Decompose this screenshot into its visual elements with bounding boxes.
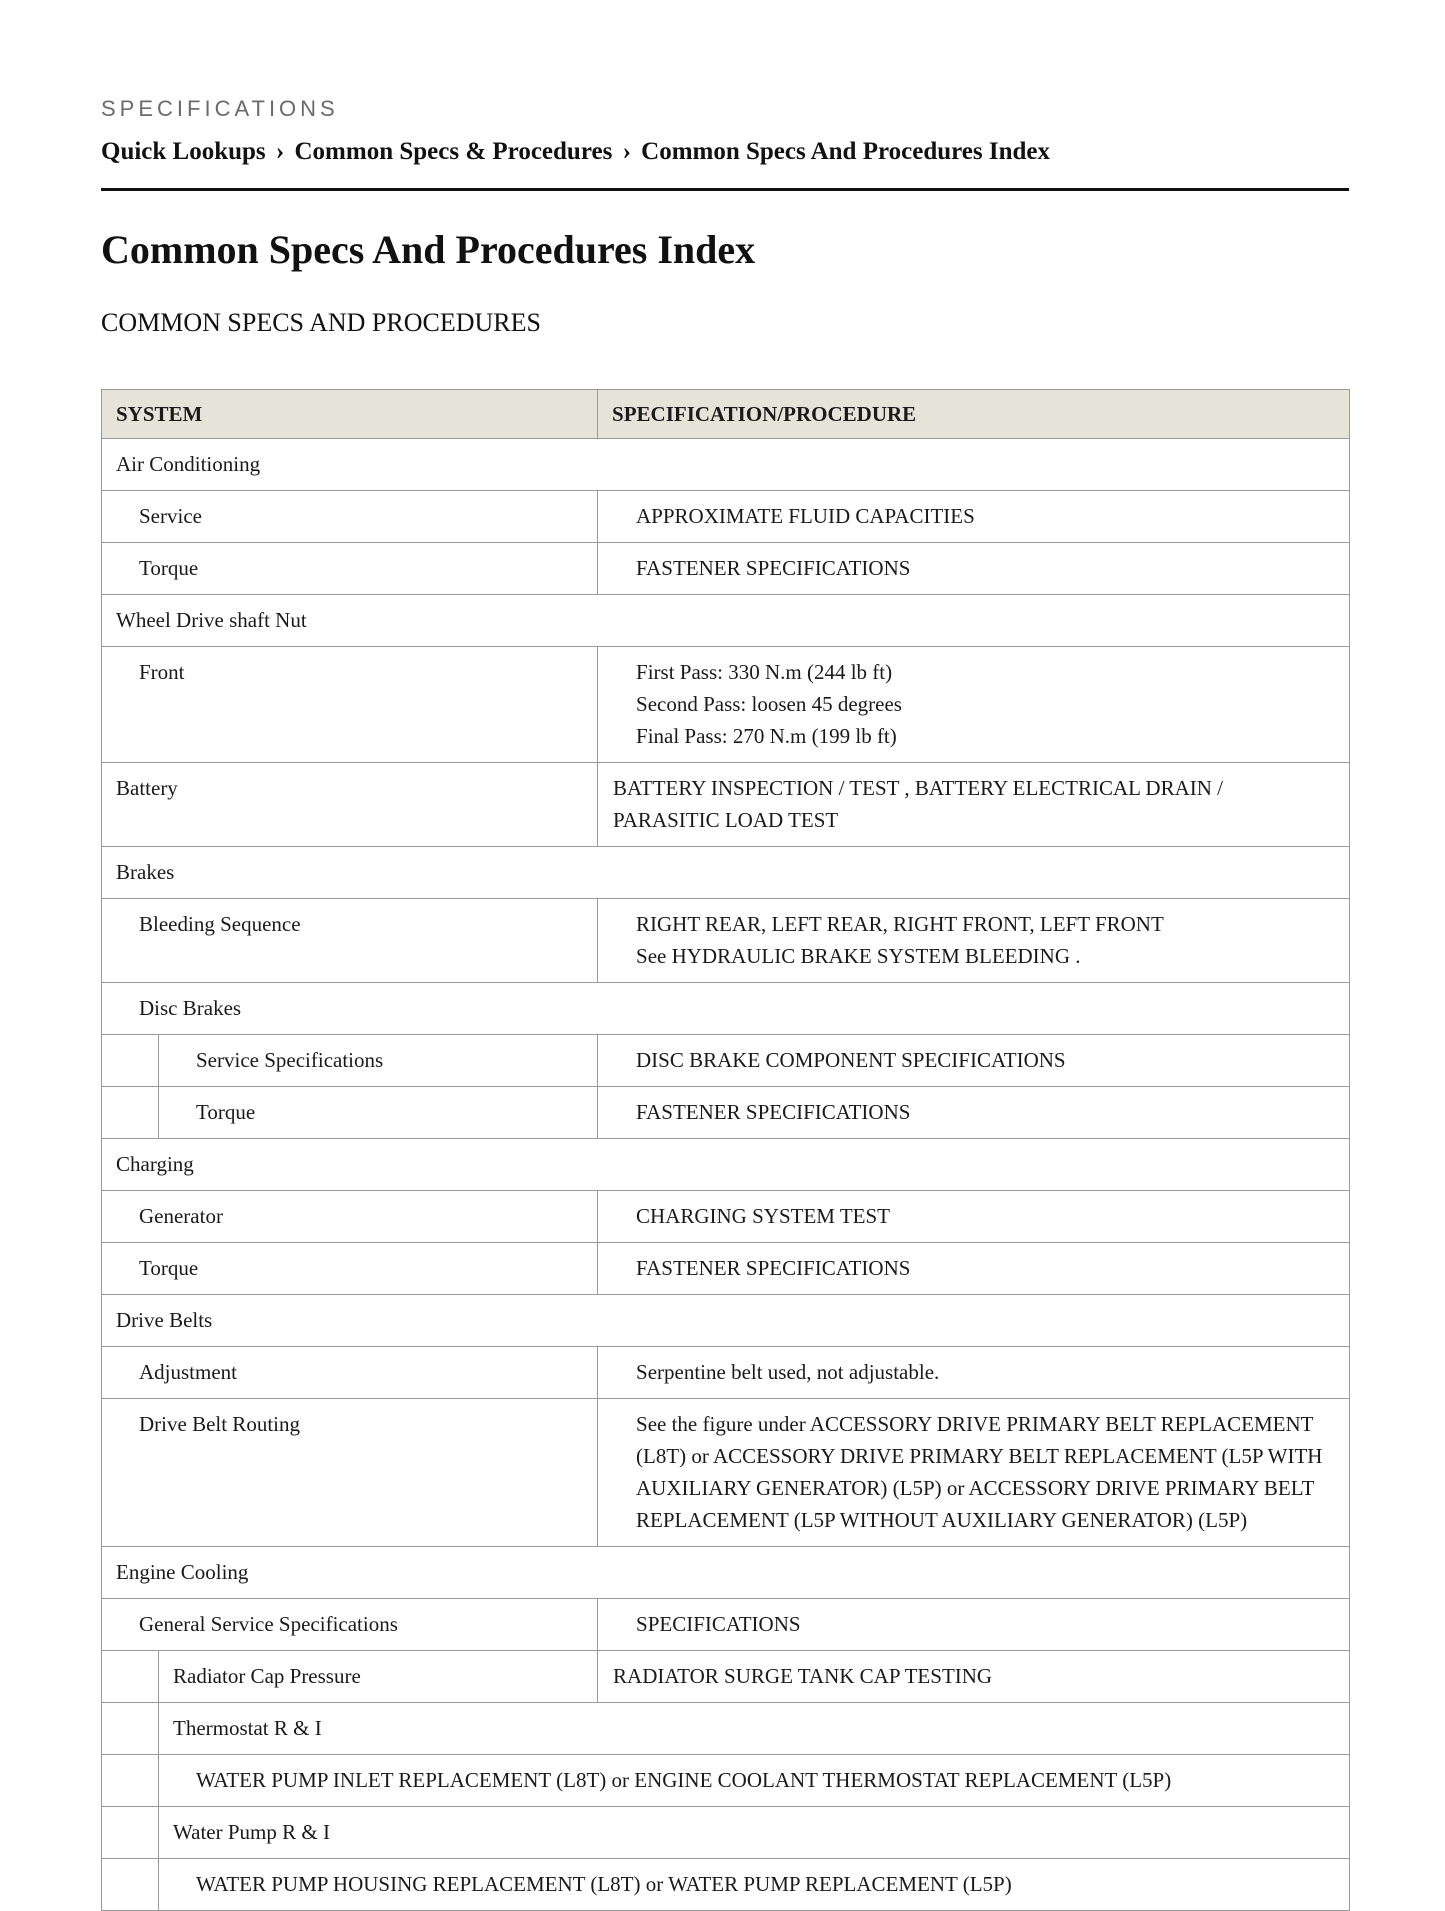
system-group-label: Air Conditioning (116, 452, 261, 476)
header-divider (101, 188, 1349, 191)
spec-line: PARASITIC LOAD TEST (613, 808, 839, 832)
system-label: Service Specifications (196, 1048, 384, 1072)
system-label: Torque (139, 1256, 199, 1280)
table-row (102, 595, 1350, 647)
system-label: Battery (116, 776, 178, 800)
system-group-label: Charging (116, 1152, 194, 1176)
spec-value: Serpentine belt used, not adjustable. (636, 1360, 940, 1384)
system-group-label: Brakes (116, 860, 175, 884)
table-row (102, 1399, 1350, 1547)
system-label: Bleeding Sequence (139, 912, 301, 936)
table-row (102, 1651, 1350, 1703)
breadcrumb (101, 138, 1050, 166)
indent-cell (102, 1703, 159, 1755)
table-row (102, 1599, 1350, 1651)
table-row (102, 1295, 1350, 1347)
spec-link[interactable]: DISC BRAKE COMPONENT SPECIFICATIONS (636, 1048, 1066, 1072)
system-group-label: Engine Cooling (116, 1560, 249, 1584)
table-header-row (102, 390, 1350, 439)
system-group-label: Wheel Drive shaft Nut (116, 608, 307, 632)
table-row (102, 1807, 1350, 1859)
system-label: Generator (139, 1204, 223, 1228)
system-subgroup-label: Disc Brakes (139, 996, 242, 1020)
spec-link[interactable]: FASTENER SPECIFICATIONS (636, 556, 911, 580)
system-subgroup-label: Water Pump R & I (173, 1820, 330, 1844)
spec-link[interactable]: RADIATOR SURGE TANK CAP TESTING (613, 1664, 993, 1688)
table-row (102, 1859, 1350, 1911)
spec-line: Second Pass: loosen 45 degrees (636, 692, 902, 716)
spec-line: BATTERY INSPECTION / TEST , BATTERY ELECTRICAL DRAIN / (613, 776, 1223, 800)
column-header-system: SYSTEM (102, 390, 598, 439)
spec-line: REPLACEMENT (L5P WITHOUT AUXILIARY GENERATOR) (L5P) (636, 1508, 1248, 1532)
indent-cell (102, 1651, 159, 1703)
spec-line: Final Pass: 270 N.m (199 lb ft) (636, 724, 897, 748)
section-eyebrow: SPECIFICATIONS (101, 96, 339, 121)
spec-value (598, 899, 1349, 982)
table-row (102, 899, 1350, 983)
table-row (102, 1755, 1350, 1807)
system-label: Torque (139, 556, 199, 580)
system-label: Adjustment (139, 1360, 237, 1384)
indent-cell (102, 1755, 159, 1807)
table-row (102, 763, 1350, 847)
table-row (102, 491, 1350, 543)
indent-cell (102, 1087, 159, 1139)
breadcrumb-current: Common Specs And Procedures Index (641, 138, 1050, 165)
table-row (102, 1547, 1350, 1599)
system-label: Service (139, 504, 202, 528)
table-row (102, 1243, 1350, 1295)
spec-link[interactable]: CHARGING SYSTEM TEST (636, 1204, 890, 1228)
table-row (102, 1139, 1350, 1191)
indent-cell (102, 1035, 159, 1087)
column-header-spec: SPECIFICATION/PROCEDURE (598, 390, 1350, 439)
spec-link[interactable]: APPROXIMATE FLUID CAPACITIES (636, 504, 975, 528)
table-row (102, 439, 1350, 491)
spec-link[interactable]: FASTENER SPECIFICATIONS (636, 1100, 911, 1124)
breadcrumb-link-quick-lookups[interactable]: Quick Lookups (101, 138, 266, 165)
indent-cell (102, 1859, 159, 1911)
table-row (102, 847, 1350, 899)
table-row (102, 1191, 1350, 1243)
breadcrumb-link-common-specs[interactable]: Common Specs & Procedures (294, 138, 613, 165)
spec-line: (L8T) or ACCESSORY DRIVE PRIMARY BELT REPLACEMENT (L5P WITH (636, 1444, 1323, 1468)
indent-cell (102, 1807, 159, 1859)
specs-table (101, 389, 1350, 1911)
spec-link[interactable] (598, 1399, 1349, 1546)
spec-line: RIGHT REAR, LEFT REAR, RIGHT FRONT, LEFT FRONT (636, 912, 1164, 936)
table-row (102, 983, 1350, 1035)
spec-link[interactable]: SPECIFICATIONS (636, 1612, 801, 1636)
spec-line: AUXILIARY GENERATOR) (L5P) or ACCESSORY DRIVE PRIMARY BELT (636, 1476, 1315, 1500)
table-row (102, 647, 1350, 763)
spec-line: See the figure under ACCESSORY DRIVE PRIMARY BELT REPLACEMENT (636, 1412, 1314, 1436)
table-row (102, 1347, 1350, 1399)
spec-link[interactable]: See HYDRAULIC BRAKE SYSTEM BLEEDING . (636, 944, 1081, 968)
spec-line: First Pass: 330 N.m (244 lb ft) (636, 660, 893, 684)
spec-link[interactable]: WATER PUMP INLET REPLACEMENT (L8T) or ENGINE COOLANT THERMOSTAT REPLACEMENT (L5P) (196, 1768, 1172, 1792)
system-label: Radiator Cap Pressure (173, 1664, 361, 1688)
spec-link[interactable]: FASTENER SPECIFICATIONS (636, 1256, 911, 1280)
system-label: General Service Specifications (139, 1612, 398, 1636)
system-label: Drive Belt Routing (139, 1412, 300, 1436)
spec-link[interactable]: WATER PUMP HOUSING REPLACEMENT (L8T) or WATER PUMP REPLACEMENT (L5P) (196, 1872, 1012, 1896)
system-label: Front (139, 660, 185, 684)
system-group-label: Drive Belts (116, 1308, 213, 1332)
system-subgroup-label: Thermostat R & I (173, 1716, 322, 1740)
breadcrumb-separator: › (275, 138, 285, 165)
breadcrumb-separator: › (622, 138, 631, 165)
spec-link[interactable] (598, 763, 1349, 846)
page-title: Common Specs And Procedures Index (101, 227, 756, 272)
table-row (102, 543, 1350, 595)
table-row (102, 1087, 1350, 1139)
table-row (102, 1703, 1350, 1755)
section-subtitle: COMMON SPECS AND PROCEDURES (101, 308, 541, 337)
spec-value (598, 647, 1349, 762)
system-label: Torque (196, 1100, 256, 1124)
table-row (102, 1035, 1350, 1087)
